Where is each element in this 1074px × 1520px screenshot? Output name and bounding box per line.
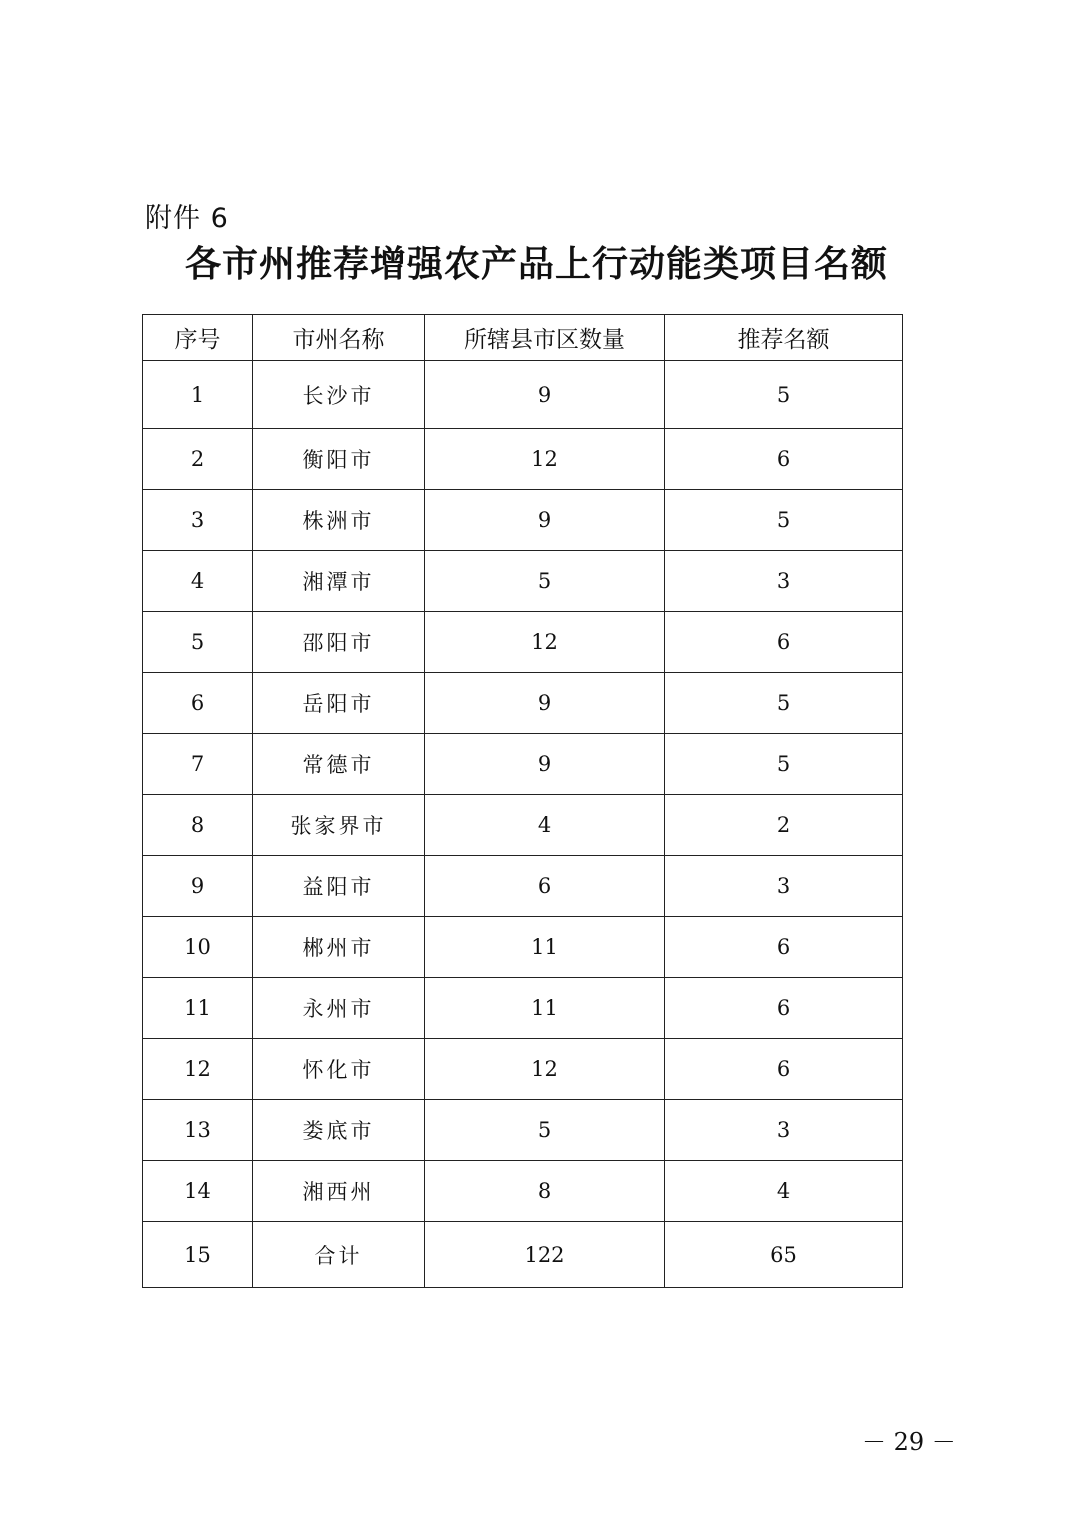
cell-index: 3	[143, 490, 253, 551]
cell-county-count: 8	[425, 1161, 665, 1222]
table-body	[143, 361, 903, 1288]
cell-index: 8	[143, 795, 253, 856]
cell-index: 10	[143, 917, 253, 978]
table-row	[143, 856, 903, 917]
cell-county-count: 12	[425, 1039, 665, 1100]
cell-index: 4	[143, 551, 253, 612]
cell-recommended-quota: 6	[665, 612, 903, 673]
table-row	[143, 1100, 903, 1161]
cell-index: 12	[143, 1039, 253, 1100]
cell-county-count: 12	[425, 429, 665, 490]
table-row	[143, 734, 903, 795]
table-row	[143, 361, 903, 429]
cell-county-count: 11	[425, 978, 665, 1039]
table-row	[143, 978, 903, 1039]
header-county-count: 所辖县市区数量	[425, 315, 665, 361]
cell-recommended-quota: 3	[665, 551, 903, 612]
table-row	[143, 1222, 903, 1288]
cell-city-name: 永州市	[253, 978, 425, 1039]
cell-city-name: 合计	[253, 1222, 425, 1288]
table-row	[143, 1039, 903, 1100]
table-row	[143, 1161, 903, 1222]
cell-city-name: 益阳市	[253, 856, 425, 917]
cell-city-name: 株洲市	[253, 490, 425, 551]
cell-city-name: 郴州市	[253, 917, 425, 978]
cell-recommended-quota: 2	[665, 795, 903, 856]
table-row	[143, 490, 903, 551]
cell-city-name: 衡阳市	[253, 429, 425, 490]
cell-recommended-quota: 5	[665, 673, 903, 734]
cell-city-name: 岳阳市	[253, 673, 425, 734]
cell-index: 9	[143, 856, 253, 917]
table-row	[143, 612, 903, 673]
cell-city-name: 张家界市	[253, 795, 425, 856]
cell-recommended-quota: 5	[665, 734, 903, 795]
page-number: － 29 －	[862, 1428, 956, 1456]
cell-city-name: 怀化市	[253, 1039, 425, 1100]
table-header-row	[143, 315, 903, 361]
cell-county-count: 6	[425, 856, 665, 917]
cell-index: 11	[143, 978, 253, 1039]
cell-city-name: 湘西州	[253, 1161, 425, 1222]
cell-recommended-quota: 6	[665, 917, 903, 978]
cell-index: 14	[143, 1161, 253, 1222]
header-city-name: 市州名称	[253, 315, 425, 361]
cell-county-count: 4	[425, 795, 665, 856]
cell-county-count: 5	[425, 1100, 665, 1161]
header-index: 序号	[143, 315, 253, 361]
cell-recommended-quota: 65	[665, 1222, 903, 1288]
cell-recommended-quota: 5	[665, 490, 903, 551]
cell-county-count: 122	[425, 1222, 665, 1288]
header-recommended-quota: 推荐名额	[665, 315, 903, 361]
cell-county-count: 9	[425, 673, 665, 734]
cell-city-name: 湘潭市	[253, 551, 425, 612]
cell-index: 2	[143, 429, 253, 490]
cell-city-name: 邵阳市	[253, 612, 425, 673]
table-row	[143, 795, 903, 856]
attachment-label: 附件 6	[145, 203, 229, 234]
cell-recommended-quota: 3	[665, 856, 903, 917]
cell-city-name: 常德市	[253, 734, 425, 795]
cell-index: 7	[143, 734, 253, 795]
table-row	[143, 429, 903, 490]
cell-recommended-quota: 4	[665, 1161, 903, 1222]
cell-county-count: 9	[425, 734, 665, 795]
cell-county-count: 9	[425, 361, 665, 429]
cell-county-count: 9	[425, 490, 665, 551]
cell-county-count: 5	[425, 551, 665, 612]
quota-table	[142, 314, 903, 1288]
cell-index: 1	[143, 361, 253, 429]
document-title: 各市州推荐增强农产品上行动能类项目名额	[184, 243, 888, 285]
table-row	[143, 673, 903, 734]
cell-county-count: 11	[425, 917, 665, 978]
cell-index: 6	[143, 673, 253, 734]
cell-recommended-quota: 5	[665, 361, 903, 429]
cell-index: 15	[143, 1222, 253, 1288]
cell-city-name: 娄底市	[253, 1100, 425, 1161]
cell-recommended-quota: 3	[665, 1100, 903, 1161]
cell-index: 13	[143, 1100, 253, 1161]
table-row	[143, 917, 903, 978]
cell-city-name: 长沙市	[253, 361, 425, 429]
cell-recommended-quota: 6	[665, 978, 903, 1039]
cell-recommended-quota: 6	[665, 429, 903, 490]
table-row	[143, 551, 903, 612]
cell-county-count: 12	[425, 612, 665, 673]
cell-index: 5	[143, 612, 253, 673]
cell-recommended-quota: 6	[665, 1039, 903, 1100]
